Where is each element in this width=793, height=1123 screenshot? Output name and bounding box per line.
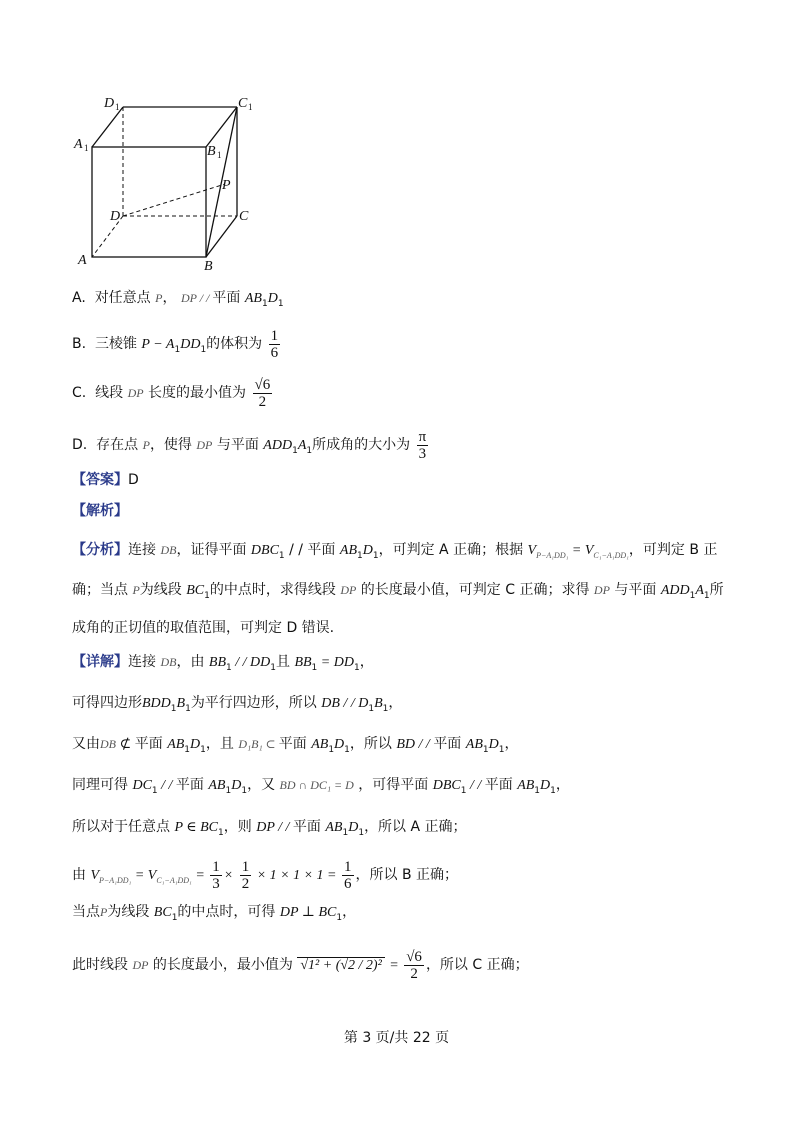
detail-perp-sub: 1	[336, 912, 343, 923]
option-b-fraction	[269, 328, 281, 361]
analysis-l2c: 的中点时，求得线段	[209, 582, 336, 598]
detail-perp: DP ⊥ BC	[279, 905, 337, 920]
analysis-l2a: 确；当点	[72, 582, 128, 598]
detail-l5-dp: DP	[256, 820, 275, 835]
option-d-sub: 1	[292, 445, 298, 456]
detail-l8-num: √6	[406, 948, 422, 965]
detail-l7a: 当点	[72, 904, 100, 920]
detail-l4-ab-2: AB	[517, 778, 535, 793]
detail-db: DB	[160, 655, 177, 669]
analysis-bc1-sub: 1	[204, 590, 210, 601]
analysis-bc1: BC	[186, 583, 205, 598]
detail-l3-ab-d-sub: 1	[200, 744, 206, 755]
detail-l4b: ，又	[247, 777, 276, 793]
detail-l6-frac-2	[240, 859, 252, 892]
detail-bdd1b1: BDD	[142, 696, 171, 711]
detail-frac3-num: 1	[344, 858, 352, 875]
detail-line-7	[72, 902, 356, 928]
label-a1: A	[74, 137, 83, 152]
option-b-text: 三棱锥	[94, 336, 137, 352]
sqrt-expression: √1² + (√2 / 2)²	[297, 957, 384, 973]
detail-eq1-sub: 1	[353, 662, 360, 673]
detail-bdd1-b: B	[176, 696, 186, 711]
option-c-den: 2	[258, 393, 267, 410]
analysis-v2-sub: C₁−A₁DD₁	[593, 550, 629, 560]
analysis-l1a: 连接	[128, 542, 156, 558]
detail-l3b: 平面	[134, 736, 163, 752]
label-c1: C	[238, 96, 248, 111]
analysis-line-3	[72, 618, 334, 638]
detail-l4-dbc1-sub: 1	[460, 785, 467, 796]
option-c-prefix: C.	[72, 385, 87, 401]
option-d-text3: 与平面	[216, 437, 259, 453]
detail-d1b1: D₁B₁ ⊂	[238, 737, 279, 751]
detail-frac2-num: 1	[241, 858, 250, 875]
analysis-l2b: 为线段	[139, 582, 182, 598]
detail-l7c: 的中点时，可得	[177, 904, 276, 920]
detail-l7-bc1: BC	[153, 905, 172, 920]
detail-l3-ab-d: D	[190, 737, 201, 752]
detail-bdd1-sub: 1	[170, 703, 177, 714]
detail-l6-v2-sub: C₁−A₁DD₁	[156, 875, 192, 885]
option-b-expr2: DD	[180, 337, 201, 352]
analysis-l2e: 与平面	[614, 582, 657, 598]
analysis-ab-d-sub: 1	[372, 550, 379, 561]
detail-bdd1-b-sub: 1	[185, 703, 191, 714]
analysis-ab-sub: 1	[357, 550, 363, 561]
analysis-title	[72, 501, 128, 521]
analysis-line-2	[72, 580, 724, 606]
option-d-text: 存在点	[96, 437, 139, 453]
analysis-v1: V	[527, 543, 537, 558]
detail-l3-plane-2: 平面	[433, 736, 462, 752]
detail-l3-db: DB	[100, 737, 116, 751]
detail-l6-frac-3	[342, 859, 354, 892]
label-d: D	[110, 209, 121, 224]
detail-dbpar-sub: 1	[368, 703, 375, 714]
analysis-v1-sub: P−A₁DD₁	[536, 550, 569, 560]
label-a: A	[78, 253, 87, 268]
option-d-den: 3	[418, 445, 427, 462]
detail-l3-plane: 平面	[278, 736, 307, 752]
cube-diagram	[70, 92, 270, 277]
label-b1: B	[207, 144, 216, 159]
analysis-line-1	[72, 540, 717, 566]
detail-dc1-par: / /	[157, 778, 176, 793]
analysis-veq: = V	[568, 543, 594, 558]
label-b: B	[204, 259, 213, 274]
detail-pin: P ∈ BC	[174, 820, 219, 835]
detail-l4-ab-d: D	[231, 778, 242, 793]
option-a-sub1: 1	[261, 298, 268, 309]
option-d-sub2: 1	[306, 445, 313, 456]
detail-frac2-den: 2	[241, 875, 250, 892]
detail-l4-ab-2-d-sub: 1	[550, 785, 556, 796]
detail-line-4	[72, 775, 570, 801]
detail-l3-ab-2-sub: 1	[328, 744, 335, 755]
label-d1: D	[104, 96, 115, 111]
label-c1-sub: 1	[248, 102, 253, 112]
detail-l5-par: / /	[274, 820, 293, 835]
analysis-l2f: 所	[709, 582, 724, 598]
detail-l4-par: / /	[466, 778, 485, 793]
option-a-d: D	[267, 291, 278, 306]
detail-l7-bc1-sub: 1	[171, 912, 178, 923]
option-b	[72, 326, 282, 368]
detail-l8a: 此时线段	[72, 957, 128, 973]
option-a-p: P	[155, 291, 163, 305]
detail-l5b: ，则	[223, 819, 252, 835]
detail-l3d: ，所以	[349, 736, 392, 752]
detail-l3-ab-3-sub: 1	[482, 744, 489, 755]
analysis-add1-a-sub: 1	[703, 590, 710, 601]
option-d-dp: DP	[196, 438, 213, 452]
analysis-add1-sub: 1	[689, 590, 696, 601]
detail-line-8	[72, 947, 529, 984]
detail-l6a: 由	[72, 867, 86, 883]
detail-l4-ab-sub: 1	[225, 785, 232, 796]
detail-par1: / / DD	[231, 655, 271, 670]
detail-l6-v1: V	[90, 868, 100, 883]
detail-l6-frac-1	[210, 859, 222, 892]
detail-l1d: ，	[359, 654, 374, 670]
option-d-text2: ，使得	[149, 437, 192, 453]
detail-l6b: ，所以 B 正确；	[355, 867, 459, 883]
detail-frac3-den: 6	[344, 875, 352, 892]
detail-bdcap: BD ∩ DC₁ = D	[279, 778, 354, 792]
detail-l5a: 所以对于任意点	[72, 819, 170, 835]
detail-l7b: 为线段	[107, 904, 150, 920]
detail-l1b: ，由	[176, 654, 205, 670]
label-c: C	[239, 209, 249, 224]
detail-l6-v1-sub: P−A₁DD₁	[99, 875, 132, 885]
detail-l3c: ，且	[205, 736, 234, 752]
detail-line-5	[72, 817, 467, 843]
detail-l5-ab-d-sub: 1	[358, 827, 365, 838]
option-d-a: A	[297, 438, 307, 453]
detail-bb1-sub: 1	[226, 662, 232, 673]
detail-l3a: 又由	[72, 736, 100, 752]
detail-notin: ⊄	[116, 737, 135, 752]
detail-pin-sub: 1	[218, 827, 224, 838]
detail-l7d: ，	[342, 904, 357, 920]
detail-l6-prod: × 1 × 1 × 1 =	[253, 868, 340, 883]
detail-l8-frac	[404, 949, 424, 982]
analysis-l1b: ，证得平面	[176, 542, 247, 558]
option-a-sep: ，	[162, 290, 177, 306]
analysis-db: DB	[160, 543, 177, 557]
detail-l1c: 且	[275, 654, 290, 670]
detail-l4-ab: AB	[208, 778, 226, 793]
option-c-fraction	[253, 377, 273, 410]
detail-l8-dp: DP	[132, 958, 149, 972]
detail-l4d: ，	[555, 777, 570, 793]
detail-dbpar-b: B	[374, 696, 383, 711]
answer-label: 【答案】	[72, 472, 128, 488]
detail-l8-den: 2	[410, 965, 418, 982]
analysis-title-text: 【解析】	[72, 503, 128, 519]
page-footer: 第 3 页/共 22 页	[343, 1030, 450, 1046]
detail-line-2	[72, 693, 402, 719]
option-d-prefix: D.	[72, 437, 88, 453]
option-d-plane: ADD	[263, 438, 293, 453]
detail-l4c: ，可得平面	[358, 777, 429, 793]
option-c-text2: 长度的最小值为	[148, 385, 247, 401]
analysis-p: P	[132, 583, 140, 597]
detail-db-par: DB / / D	[321, 696, 369, 711]
detail-times: ×	[223, 868, 234, 883]
detail-tag: 【详解】	[72, 654, 128, 670]
detail-l3-ab-2-d-sub: 1	[344, 744, 350, 755]
option-a-text: 对任意点	[94, 290, 151, 306]
detail-l8b: 的长度最小，最小值为	[152, 957, 293, 973]
analysis-add1: ADD	[660, 583, 690, 598]
detail-l3-ab-2-d: D	[334, 737, 345, 752]
detail-l2c: ，	[388, 695, 403, 711]
detail-l5-ab: AB	[325, 820, 343, 835]
detail-dc1-sub: 1	[151, 785, 158, 796]
detail-l4a: 同理可得	[72, 777, 128, 793]
detail-line-3	[72, 734, 518, 760]
detail-l8-eq: =	[389, 958, 403, 973]
detail-dd1-sub: 1	[270, 662, 276, 673]
analysis-dp: DP	[340, 583, 357, 597]
detail-frac1-den: 3	[212, 875, 220, 892]
option-d-p: P	[142, 438, 150, 452]
analysis-l1c: / / 平面	[284, 542, 336, 558]
label-b1-sub: 1	[217, 150, 222, 160]
analysis-ab1d1: AB	[339, 543, 357, 558]
analysis-dbc1-sub: 1	[278, 550, 285, 561]
option-d-fraction	[417, 429, 429, 462]
option-a	[72, 288, 284, 314]
label-a1-sub: 1	[84, 143, 89, 153]
detail-l4-ab-d-sub: 1	[241, 785, 248, 796]
detail-l2a: 可得四边形	[72, 695, 142, 711]
option-b-text2: 的体积为	[206, 336, 263, 352]
option-b-den: 6	[270, 344, 279, 361]
detail-line-1	[72, 652, 374, 678]
detail-l5-plane: 平面	[292, 819, 321, 835]
detail-l5-ab-d: D	[348, 820, 359, 835]
option-a-plane: 平面	[212, 290, 241, 306]
detail-bb1-2-sub: 1	[311, 662, 318, 673]
detail-bd-par: BD / /	[396, 737, 434, 752]
option-b-sub2: 1	[200, 344, 207, 355]
detail-dbpar-b-sub: 1	[382, 703, 389, 714]
analysis-tag: 【分析】	[72, 542, 128, 558]
detail-l3e: ，	[504, 736, 519, 752]
detail-l4-ab-2-sub: 1	[534, 785, 541, 796]
detail-l4-plane: 平面	[175, 777, 204, 793]
analysis-ab-d: D	[362, 543, 373, 558]
option-a-par: / /	[196, 291, 213, 305]
option-a-dp: DP	[180, 291, 197, 305]
answer-line	[72, 470, 139, 490]
option-b-num: 1	[270, 327, 279, 344]
option-a-ab: AB	[244, 291, 262, 306]
detail-eq1: = DD	[317, 655, 354, 670]
option-b-prefix: B.	[72, 336, 87, 352]
detail-l1a: 连接	[128, 654, 156, 670]
option-c	[72, 375, 274, 411]
detail-l5-ab-sub: 1	[342, 827, 349, 838]
detail-l4-plane-2: 平面	[484, 777, 513, 793]
answer-value: D	[128, 472, 139, 488]
label-d1-sub: 1	[115, 102, 120, 112]
option-d-text4: 所成角的大小为	[312, 437, 411, 453]
detail-l3-ab-3-d: D	[488, 737, 499, 752]
detail-l3-ab-3-d-sub: 1	[498, 744, 505, 755]
analysis-dbc1: DBC	[250, 543, 279, 558]
option-a-prefix: A.	[72, 290, 86, 306]
option-c-num: √6	[254, 376, 271, 393]
detail-l6-eq: =	[191, 868, 209, 883]
analysis-l1e: ，可判定 B 正	[628, 542, 718, 558]
option-c-dp: DP	[127, 386, 144, 400]
detail-l3-ab-3: AB	[465, 737, 483, 752]
option-c-text: 线段	[95, 385, 124, 401]
option-b-sub: 1	[174, 344, 181, 355]
detail-l5c: ，所以 A 正确；	[364, 819, 467, 835]
detail-l6-veq: = V	[131, 868, 157, 883]
detail-bb1: BB	[208, 655, 227, 670]
detail-bb1-2: BB	[294, 655, 312, 670]
analysis-l2d: 的长度最小值，可判定 C 正确；求得	[360, 582, 590, 598]
analysis-l1d: ，可判定 A 正确；根据	[378, 542, 524, 558]
option-d-num: π	[418, 428, 427, 445]
analysis-add1-a: A	[695, 583, 704, 598]
detail-l4-ab-2-d: D	[540, 778, 551, 793]
analysis-dp-2: DP	[593, 583, 610, 597]
label-p: P	[222, 178, 231, 193]
detail-l3-ab: AB	[167, 737, 185, 752]
detail-l3-ab-2: AB	[311, 737, 329, 752]
analysis-l3: 成角的正切值的取值范围，可判定 D 错误.	[72, 620, 335, 636]
detail-l4-dbc1: DBC	[432, 778, 461, 793]
detail-line-6	[72, 858, 458, 898]
cube-figure	[70, 92, 270, 277]
option-b-expr: P − A	[141, 337, 175, 352]
detail-l3-ab-sub: 1	[184, 744, 191, 755]
detail-l8c: ，所以 C 正确；	[425, 957, 529, 973]
option-d	[72, 427, 430, 469]
detail-dc1: DC	[132, 778, 152, 793]
detail-l7-p: P	[100, 905, 108, 919]
detail-frac1-num: 1	[212, 858, 220, 875]
option-a-sub2: 1	[277, 298, 284, 309]
detail-l2b: 为平行四边形，所以	[190, 695, 317, 711]
sqrt-expr-text: 1² + (√2 / 2)²	[308, 958, 382, 973]
